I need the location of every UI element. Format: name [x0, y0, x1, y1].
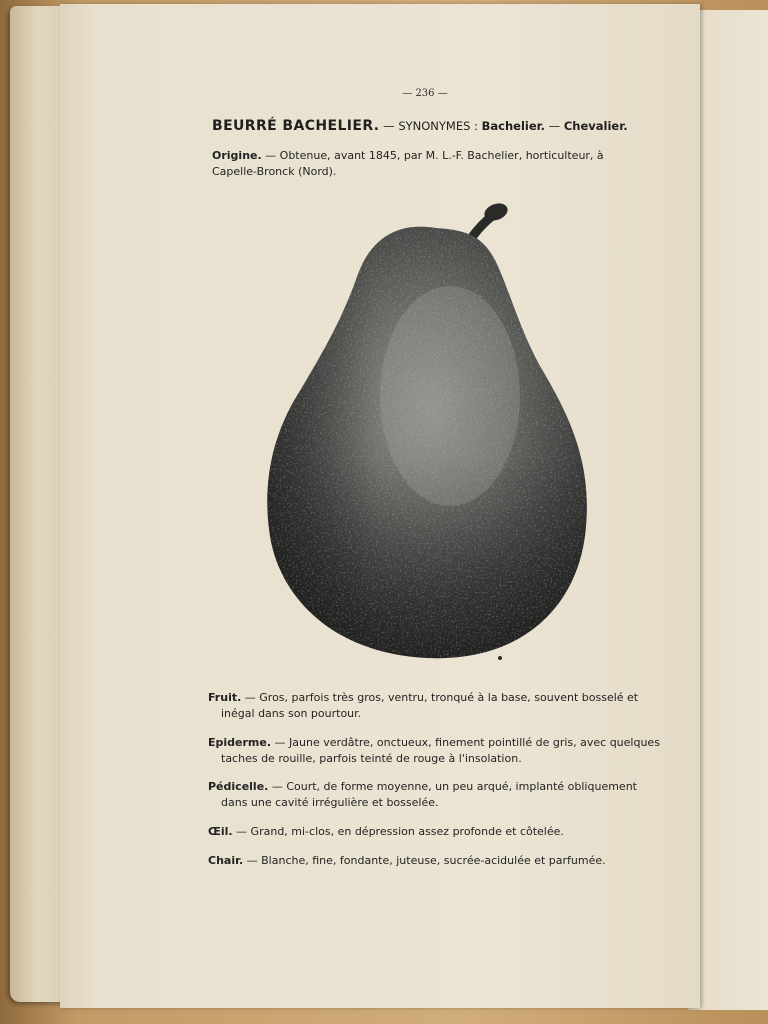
epiderme-label: Epiderme. — [208, 736, 272, 749]
pear-photograph — [260, 196, 592, 668]
fruit-paragraph — [208, 690, 665, 722]
epiderme-paragraph — [208, 735, 665, 767]
epiderme-text: — Jaune verdâtre, onctueux, finement pointillé de gris, avec quelques taches de rouille, parfois teinté de rouge à l'insolation. — [221, 736, 660, 765]
chair-text: — Blanche, fine, fondante, juteuse, sucrée-acidulée et parfumée. — [243, 854, 606, 867]
pedicelle-text: — Court, de forme moyenne, un peu arqué, implanté obliquement dans une cavité irrégulière et bosselée. — [221, 780, 637, 809]
page-number: — 236 — — [402, 88, 448, 99]
synonym-2: Chevalier. — [563, 119, 628, 133]
origin-text: — Obtenue, avant 1845, par M. L.-F. Bachelier, horticulteur, à Capelle-Bronck (Nord). — [212, 149, 604, 178]
facing-page — [688, 10, 768, 1010]
oeil-text: — Grand, mi-clos, en dépression assez profonde et côtelée. — [232, 825, 564, 838]
pear-image — [260, 196, 592, 668]
origin-label: Origine. — [212, 149, 262, 162]
entry-title — [212, 118, 672, 134]
chair-paragraph — [208, 853, 665, 869]
variety-name: BEURRÉ BACHELIER. — [212, 118, 380, 134]
oeil-label: Œil. — [208, 825, 233, 838]
chair-label: Chair. — [208, 854, 244, 867]
synonyms-label: — SYNONYMES : — [379, 119, 482, 133]
synonym-separator: — — [545, 119, 564, 133]
pedicelle-label: Pédicelle. — [208, 780, 269, 793]
synonym-1: Bachelier. — [481, 119, 546, 133]
oeil-paragraph — [208, 824, 665, 840]
origin-paragraph — [212, 148, 646, 180]
fruit-label: Fruit. — [208, 691, 242, 704]
pedicelle-paragraph — [208, 779, 665, 811]
fruit-text: — Gros, parfois très gros, ventru, tronqué à la base, souvent bosselé et inégal dans son pourtour. — [221, 691, 639, 720]
